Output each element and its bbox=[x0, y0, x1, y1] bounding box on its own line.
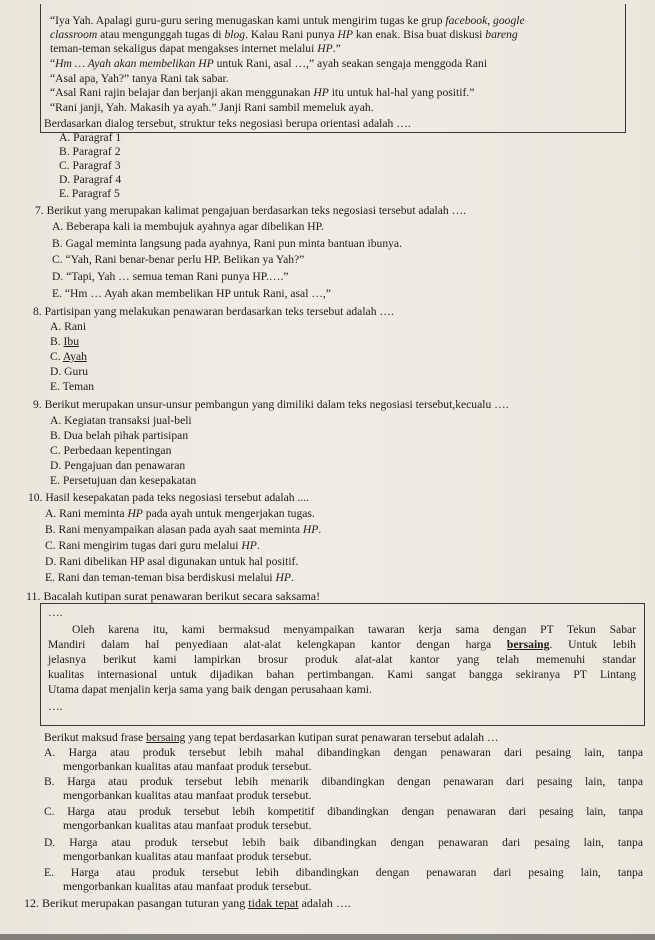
q9-option-d[interactable]: D. Pengajuan dan penawaran bbox=[50, 459, 186, 472]
q9-option-e[interactable]: E. Persetujuan dan kesepakatan bbox=[50, 474, 197, 487]
question-11-prompt: Berikut maksud frase bersaing yang tepat berdasarkan kutipan surat penawaran tersebut adalah … bbox=[44, 731, 499, 744]
question-11-stem: 11. Bacalah kutipan surat penawaran berikut secara saksama! bbox=[26, 589, 321, 603]
letter-line: Utama dapat menjalin kerja sama yang baik dengan perusahaan kami. bbox=[48, 683, 372, 696]
q7-option-e[interactable]: E. “Hm … Ayah akan membelikan HP untuk Rani, asal …,” bbox=[52, 287, 331, 300]
q10-option-c[interactable]: C. Rani mengirim tugas dari guru melalui HP. bbox=[45, 539, 260, 552]
dialog-line: “Rani janji, Yah. Makasih ya ayah.” Janji Rani sambil memeluk ayah. bbox=[50, 101, 374, 114]
dialog-line: “Asal apa, Yah?” tanya Rani tak sabar. bbox=[50, 72, 229, 85]
q7-option-d[interactable]: D. “Tapi, Yah … semua teman Rani punya HP.….” bbox=[52, 270, 289, 283]
dialog-line: “Asal Rani rajin belajar dan berjanji akan menggunakan HP itu untuk hal-hal yang positif.” bbox=[50, 86, 475, 99]
q11-option-d-cont: mengorbankan kualitas atau manfaat produk tersebut. bbox=[63, 850, 312, 863]
letter-ellipsis: …. bbox=[48, 700, 63, 713]
q9-option-b[interactable]: B. Dua belah pihak partisipan bbox=[50, 429, 189, 442]
q8-option-a[interactable]: A. Rani bbox=[50, 320, 87, 333]
letter-ellipsis: …. bbox=[48, 606, 63, 619]
letter-line: Mandiri dalam hal penyediaan alat-alat kelengkapan kantor dengan harga bersaing. Untuk lebih bbox=[48, 638, 636, 651]
letter-line: jelasnya berikut kami lampirkan brosur produk alat-alat kantor yang telah memenuhi standar bbox=[48, 653, 636, 666]
q10-option-a[interactable]: A. Rani meminta HP pada ayah untuk mengerjakan tugas. bbox=[45, 507, 315, 520]
letter-line: Oleh karena itu, kami bermaksud menyampaikan tawaran kerja sama dengan PT Tekun Sabar bbox=[72, 623, 636, 636]
letter-line: kualitas internasional untuk dijadikan bahan pertimbangan. Kami sangat bangga sekiranya PT Lintang bbox=[48, 668, 636, 681]
q7-option-a[interactable]: A. Beberapa kali ia membujuk ayahnya agar dibelikan HP. bbox=[52, 220, 324, 233]
q7-option-b[interactable]: B. Gagal meminta langsung pada ayahnya, Rani pun minta bantuan ibunya. bbox=[52, 237, 402, 250]
question-9-stem: 9. Berikut merupakan unsur-unsur pembangun yang dimiliki dalam teks negosiasi tersebut,kecualu …. bbox=[33, 398, 509, 411]
q11-option-c[interactable]: C. Harga atau produk tersebut lebih kompetitif dibandingkan dengan penawaran dari pesaing lain, tanpa bbox=[44, 805, 643, 818]
q10-option-e[interactable]: E. Rani dan teman-teman bisa berdiskusi melalui HP. bbox=[45, 571, 294, 584]
dialog-line: “Iya Yah. Apalagi guru-guru sering menugaskan kami untuk mengirim tugas ke grup facebook, google bbox=[50, 14, 525, 27]
question-7-stem: 7. Berikut yang merupakan kalimat pengajuan berdasarkan teks negosiasi tersebut adalah …. bbox=[35, 204, 467, 217]
q11-option-a-cont: mengorbankan kualitas atau manfaat produk tersebut. bbox=[63, 760, 312, 773]
q11-option-b-cont: mengorbankan kualitas atau manfaat produk tersebut. bbox=[63, 789, 312, 802]
q9-option-c[interactable]: C. Perbedaan kepentingan bbox=[50, 444, 172, 457]
q11-option-e[interactable]: E. Harga atau produk tersebut lebih dibandingkan dengan penawaran dari pesaing lain, tanpa bbox=[44, 866, 643, 879]
q8-option-c[interactable]: C. Ayah bbox=[50, 350, 87, 363]
q10-option-b[interactable]: B. Rani menyampaikan alasan pada ayah saat meminta HP. bbox=[45, 523, 322, 536]
page-bottom-shadow bbox=[0, 934, 655, 940]
q11-option-d[interactable]: D. Harga atau produk tersebut lebih baik dibandingkan dengan penawaran dari pesaing lain, tanpa bbox=[44, 836, 643, 849]
dialog-line: “Hm … Ayah akan membelikan HP untuk Rani, asal …,” ayah seakan sengaja menggoda Rani bbox=[50, 57, 488, 70]
question-10-stem: 10. Hasil kesepakatan pada teks negosiasi tersebut adalah .... bbox=[28, 491, 310, 504]
q8-option-b[interactable]: B. Ibu bbox=[50, 335, 79, 348]
q6-option-b[interactable]: B. Paragraf 2 bbox=[59, 145, 121, 158]
q6-option-c[interactable]: C. Paragraf 3 bbox=[59, 159, 121, 172]
question-12-stem: 12. Berikut merupakan pasangan tuturan yang tidak tepat adalah …. bbox=[24, 896, 351, 910]
q6-option-d[interactable]: D. Paragraf 4 bbox=[59, 173, 122, 186]
question-6-stem: Berdasarkan dialog tersebut, struktur teks negosiasi berupa orientasi adalah …. bbox=[44, 117, 411, 130]
dialog-line: classroom atau mengunggah tugas di blog. Kalau Rani punya HP kan enak. Bisa buat diskusi bareng bbox=[50, 28, 518, 41]
q6-option-a[interactable]: A. Paragraf 1 bbox=[59, 131, 122, 144]
q11-option-a[interactable]: A. Harga atau produk tersebut lebih mahal dibandingkan dengan penawaran dari pesaing lain, tanpa bbox=[44, 746, 643, 759]
q11-option-b[interactable]: B. Harga atau produk tersebut lebih menarik dibandingkan dengan penawaran dari pesaing lain, tanpa bbox=[44, 775, 643, 788]
dialog-line: teman-teman sekaligus dapat mengakses internet melalui HP.” bbox=[50, 42, 341, 55]
q8-option-e[interactable]: E. Teman bbox=[50, 380, 95, 393]
q7-option-c[interactable]: C. “Yah, Rani benar-benar perlu HP. Belikan ya Yah?” bbox=[52, 253, 305, 266]
q9-option-a[interactable]: A. Kegiatan transaksi jual-beli bbox=[50, 414, 192, 427]
q8-option-d[interactable]: D. Guru bbox=[50, 365, 88, 378]
q11-option-e-cont: mengorbankan kualitas atau manfaat produk tersebut. bbox=[63, 880, 312, 893]
question-8-stem: 8. Partisipan yang melakukan penawaran berdasarkan teks tersebut adalah …. bbox=[33, 305, 394, 318]
q10-option-d[interactable]: D. Rani dibelikan HP asal digunakan untuk hal positif. bbox=[45, 555, 299, 568]
q11-option-c-cont: mengorbankan kualitas atau manfaat produk tersebut. bbox=[63, 819, 312, 832]
q6-option-e[interactable]: E. Paragraf 5 bbox=[59, 187, 120, 200]
